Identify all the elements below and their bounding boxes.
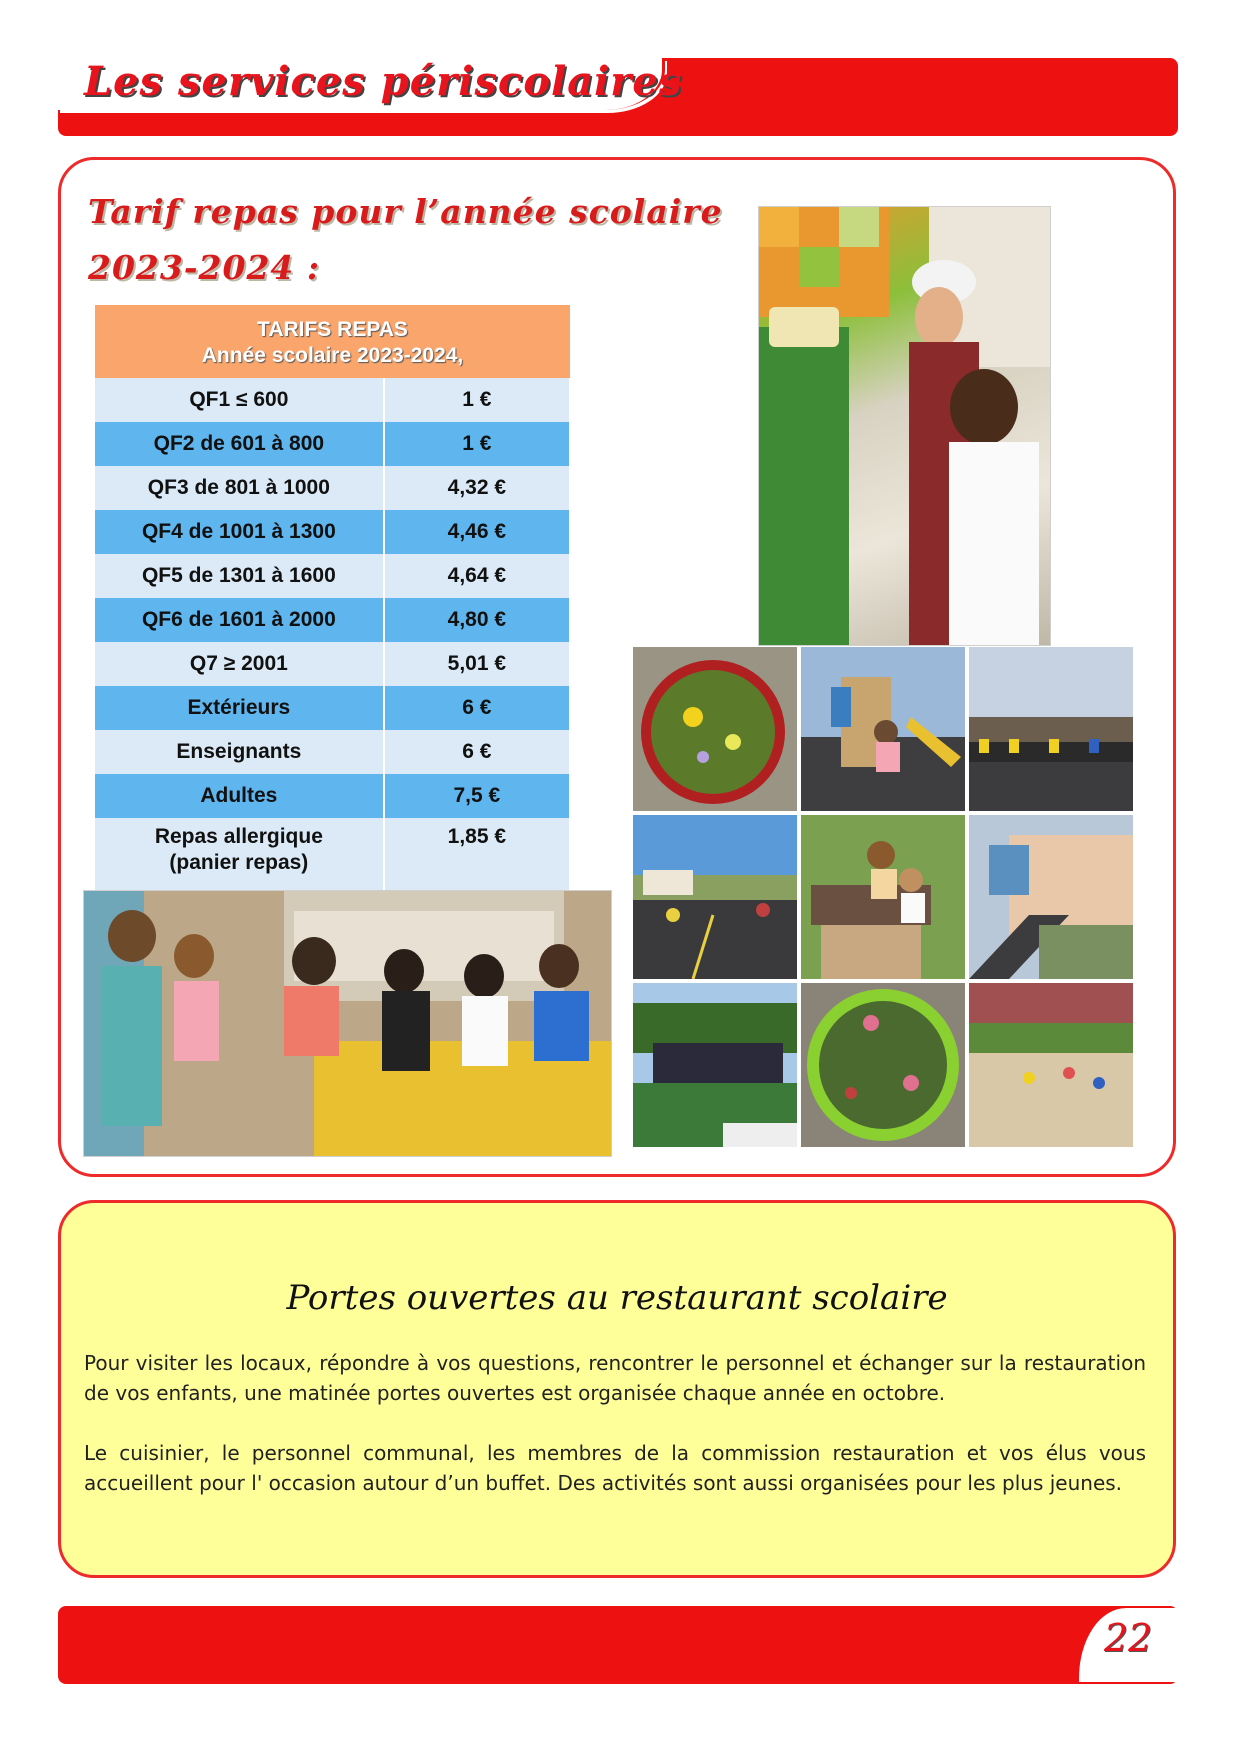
table-row xyxy=(95,466,570,510)
price-cell: 5,01 € xyxy=(384,642,570,686)
table-header-line2: Année scolaire 2023-2024, xyxy=(201,344,464,367)
cycling-track-photo xyxy=(633,815,797,979)
table-row xyxy=(95,510,570,554)
price-cell: 4,46 € xyxy=(384,510,570,554)
category-cell: Enseignants xyxy=(95,730,384,774)
table-row xyxy=(95,422,570,466)
ice-cream-photo xyxy=(758,206,1051,646)
table-row xyxy=(95,686,570,730)
footer-bar xyxy=(58,1606,1178,1684)
portes-paragraph-2: Le cuisinier, le personnel communal, les membres de la commission restauration et vos élus vous accueillent pour l' occasion autour d’un buffet. Des activités sont aussi organisées pour les plus jeunes. xyxy=(84,1441,1146,1495)
category-line2: (panier repas) xyxy=(169,851,309,874)
category-line1: Repas allergique xyxy=(154,825,323,848)
category-cell: QF2 de 601 à 800 xyxy=(95,422,384,466)
flower-planter-photo xyxy=(633,647,797,811)
playground-photo xyxy=(801,647,965,811)
table-row xyxy=(95,642,570,686)
school-building-photo xyxy=(969,815,1133,979)
table-row xyxy=(95,554,570,598)
category-cell: Extérieurs xyxy=(95,686,384,730)
tarif-heading xyxy=(88,184,723,296)
category-cell: QF1 ≤ 600 xyxy=(95,378,384,422)
green-planter-photo xyxy=(801,983,965,1147)
tarif-heading-line2: 2023-2024 : xyxy=(88,248,321,287)
table-row xyxy=(95,774,570,818)
category-cell xyxy=(95,818,384,895)
sandpit-photo xyxy=(969,983,1133,1147)
page-number: 22 xyxy=(1104,1616,1153,1660)
category-cell: Adultes xyxy=(95,774,384,818)
table-row xyxy=(95,598,570,642)
price-cell: 6 € xyxy=(384,730,570,774)
picnic-table-photo xyxy=(801,815,965,979)
tarifs-table xyxy=(95,305,571,895)
price-cell: 4,32 € xyxy=(384,466,570,510)
price-cell: 1 € xyxy=(384,422,570,466)
price-cell: 6 € xyxy=(384,686,570,730)
table-header-row xyxy=(95,305,570,378)
category-cell: QF5 de 1301 à 1600 xyxy=(95,554,384,598)
category-cell: QF4 de 1001 à 1300 xyxy=(95,510,384,554)
table-header-line1: TARIFS REPAS xyxy=(257,318,408,341)
price-cell: 4,64 € xyxy=(384,554,570,598)
portes-ouvertes-title: Portes ouvertes au restaurant scolaire xyxy=(286,1278,948,1318)
sports-field-photo xyxy=(633,983,797,1147)
tarif-heading-line1: Tarif repas pour l’année scolaire xyxy=(88,192,723,231)
table-row xyxy=(95,730,570,774)
price-cell: 1,85 € xyxy=(384,818,570,895)
price-cell: 4,80 € xyxy=(384,598,570,642)
page-title: Les services périscolaires xyxy=(84,58,683,105)
table-header xyxy=(95,305,570,378)
category-cell: QF6 de 1601 à 2000 xyxy=(95,598,384,642)
portes-paragraph-1: Pour visiter les locaux, répondre à vos questions, rencontrer le personnel et échanger sur la restauration de vos enfants, une matinée portes ouvertes est organisée chaque année en octobre. xyxy=(84,1351,1146,1405)
category-cell: Q7 ≥ 2001 xyxy=(95,642,384,686)
table-row xyxy=(95,818,570,895)
canteen-photo xyxy=(83,890,612,1157)
price-cell: 7,5 € xyxy=(384,774,570,818)
category-cell: QF3 de 801 à 1000 xyxy=(95,466,384,510)
table-row xyxy=(95,378,570,422)
price-cell: 1 € xyxy=(384,378,570,422)
parade-photo xyxy=(969,647,1133,811)
